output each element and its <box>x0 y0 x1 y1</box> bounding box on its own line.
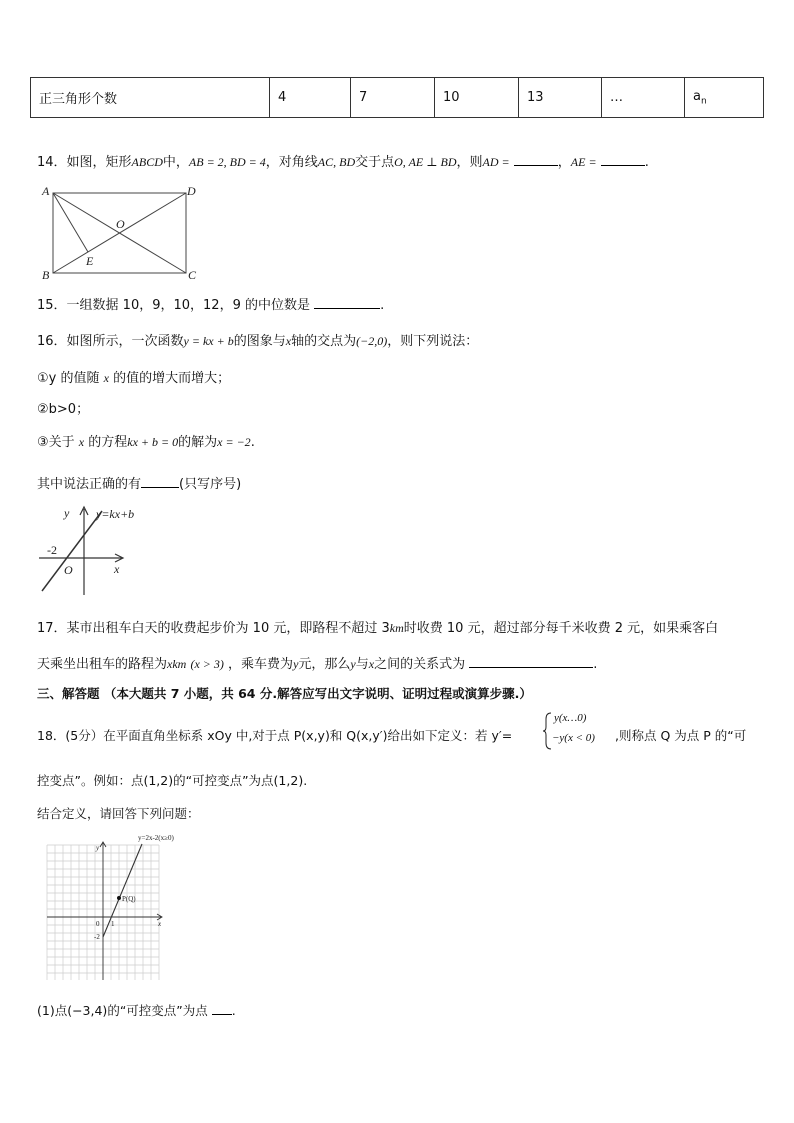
question-18-line-1 <box>37 726 512 744</box>
q16-text: 的方程 <box>88 435 128 450</box>
q14-math: AC, BD <box>317 155 356 169</box>
table-row <box>31 78 764 118</box>
question-14 <box>37 151 649 170</box>
q16-text: 其中说法正确的有 <box>37 477 142 492</box>
label-o: O <box>116 217 125 231</box>
point-label: P(Q) <box>122 895 136 903</box>
q16-math: y = kx + b <box>183 334 234 348</box>
q16-math: x <box>103 371 109 385</box>
question-16 <box>37 330 478 349</box>
point-p <box>117 896 121 900</box>
q16-math: kx + b = 0 <box>127 435 179 449</box>
q16-math: x <box>78 435 85 449</box>
label-d: D <box>187 184 196 198</box>
q16-math: x <box>285 334 292 348</box>
axis-label-x: x <box>114 562 120 576</box>
q17-text: 之间的关系式为 <box>374 657 466 672</box>
q17-text: 与 <box>355 657 369 672</box>
origin-label: O <box>64 563 73 577</box>
question-18-sub-1 <box>37 1001 236 1019</box>
question-17-line-1 <box>37 617 718 636</box>
q16-text: 的值的增大而增大； <box>113 371 231 386</box>
q18-text: (1)点(−3,4)的“可控变点”为点 <box>37 1003 208 1018</box>
axis-label-x: x <box>158 920 162 928</box>
piecewise-case-2: −y(x < 0) <box>552 732 595 744</box>
q14-text: 14．如图，矩形 <box>37 155 132 170</box>
question-18-line-3: 结合定义，请回答下列问题： <box>37 806 200 821</box>
q17-text: 时收费 10 元，超过部分每千米收费 2 元，如果乘客白 <box>403 621 719 636</box>
question-18-line-1-end: ,则称点 Q 为点 P 的“可 <box>615 728 747 743</box>
function-line <box>103 844 142 937</box>
q14-text: ， <box>557 155 571 170</box>
table-header-cell: 正三角形个数 <box>31 78 270 118</box>
q16-text: ①y 的值随 <box>37 371 100 386</box>
table-cell: 7 <box>351 78 435 118</box>
tick-1-label: 1 <box>111 920 115 928</box>
q16-text: ，则下列说法： <box>387 334 479 349</box>
tick-neg2-label: -2 <box>94 933 100 941</box>
axis-label-y: y <box>64 506 70 520</box>
q18-text: 18．(5分）在平面直角坐标系 xOy 中,对于点 P(x,y)和 Q(x,y′)给出如下定义：若 y′= <box>37 728 513 743</box>
q14-math: ABCD <box>131 155 163 169</box>
q16-ask <box>37 473 241 492</box>
q17-math: xkm <box>167 657 187 671</box>
q14-math: AB = 2, BD = 4 <box>188 155 266 169</box>
q14-math: O, AE ⊥ BD <box>394 155 457 169</box>
segment-ae <box>53 193 88 252</box>
q16-text: 16．如图所示，一次函数 <box>37 334 184 349</box>
table-cell: 13 <box>519 78 602 118</box>
question-18-line-2: 控变点”。例如：点(1,2)的“可控变点”为点(1,2). <box>37 773 308 788</box>
q18-text: . <box>231 1003 236 1018</box>
piecewise-case-1: y(x…0) <box>554 712 587 724</box>
axis-label-y: y <box>96 844 100 852</box>
origin-label: 0 <box>96 920 100 928</box>
q17-text: 元，那么 <box>298 657 351 672</box>
answer-blank[interactable] <box>141 475 179 488</box>
q17-math: (x > 3) <box>190 657 224 671</box>
q16-text: (只写序号) <box>179 477 242 492</box>
q17-text: 天乘坐出租车的路程为 <box>37 657 168 672</box>
q16-text: 的图象与 <box>233 334 286 349</box>
table-cell: 4 <box>270 78 351 118</box>
q17-text: . <box>593 657 598 672</box>
label-a: A <box>42 184 50 198</box>
section-3-heading: 三、解答题 （本大题共 7 小题，共 64 分.解答应写出文字说明、证明过程或演算步骤.） <box>37 686 532 701</box>
brace <box>543 711 553 751</box>
q16-statement-2 <box>37 398 89 417</box>
intercept-label: -2 <box>47 543 57 557</box>
q17-text: ，乘车费为 <box>228 657 294 672</box>
q16-math: (−2,0) <box>356 334 388 348</box>
coordinate-grid-figure <box>40 830 180 985</box>
rectangle-figure <box>38 183 203 283</box>
q17-math: y <box>293 657 299 671</box>
q14-text: 中， <box>162 155 189 170</box>
q17-math: x <box>368 657 375 671</box>
answer-blank[interactable] <box>212 1002 232 1015</box>
q16-text: . <box>250 435 255 450</box>
q14-text: ，对角线 <box>265 155 318 170</box>
q16-math: x = −2 <box>217 435 251 449</box>
function-label: y=2x-2(x≥0) <box>138 834 174 842</box>
q15-text: 15．一组数据 10，9，10，12，9 的中位数是 <box>37 298 310 313</box>
answer-blank[interactable] <box>314 296 380 309</box>
q14-text: ，则 <box>456 155 483 170</box>
q16-text: 的解为 <box>178 435 218 450</box>
q14-math: AD = <box>482 155 510 169</box>
q14-text: . <box>644 155 649 170</box>
table-cell: 10 <box>435 78 519 118</box>
q17-math: km <box>389 621 404 635</box>
label-e: E <box>86 254 94 268</box>
q17-text: 17．某市出租车白天的收费起步价为 10 元，即路程不超过 3 <box>37 621 390 636</box>
question-17-line-2 <box>37 653 597 672</box>
q14-math: AE = <box>570 155 597 169</box>
q14-text: 交于点 <box>355 155 395 170</box>
q15-text: . <box>380 298 385 313</box>
q17-math: y <box>350 657 356 671</box>
q16-text: 轴的交点为 <box>291 334 357 349</box>
q16-text: ③关于 <box>37 435 75 450</box>
sequence-table <box>30 77 764 118</box>
label-b: B <box>42 268 50 282</box>
q16-statement-3 <box>37 431 255 450</box>
answer-blank[interactable] <box>469 655 593 668</box>
table-cell: … <box>602 78 685 118</box>
answer-blank[interactable] <box>601 153 645 166</box>
answer-blank[interactable] <box>514 153 558 166</box>
question-15 <box>37 294 384 313</box>
linear-function-figure <box>34 503 164 598</box>
q16-text: ②b>0； <box>37 402 90 417</box>
q16-statement-1 <box>37 367 230 386</box>
label-c: C <box>188 268 197 282</box>
piecewise-definition <box>543 711 613 751</box>
function-label: y=kx+b <box>96 507 135 521</box>
table-cell-an: $a_n$ <box>685 78 764 118</box>
